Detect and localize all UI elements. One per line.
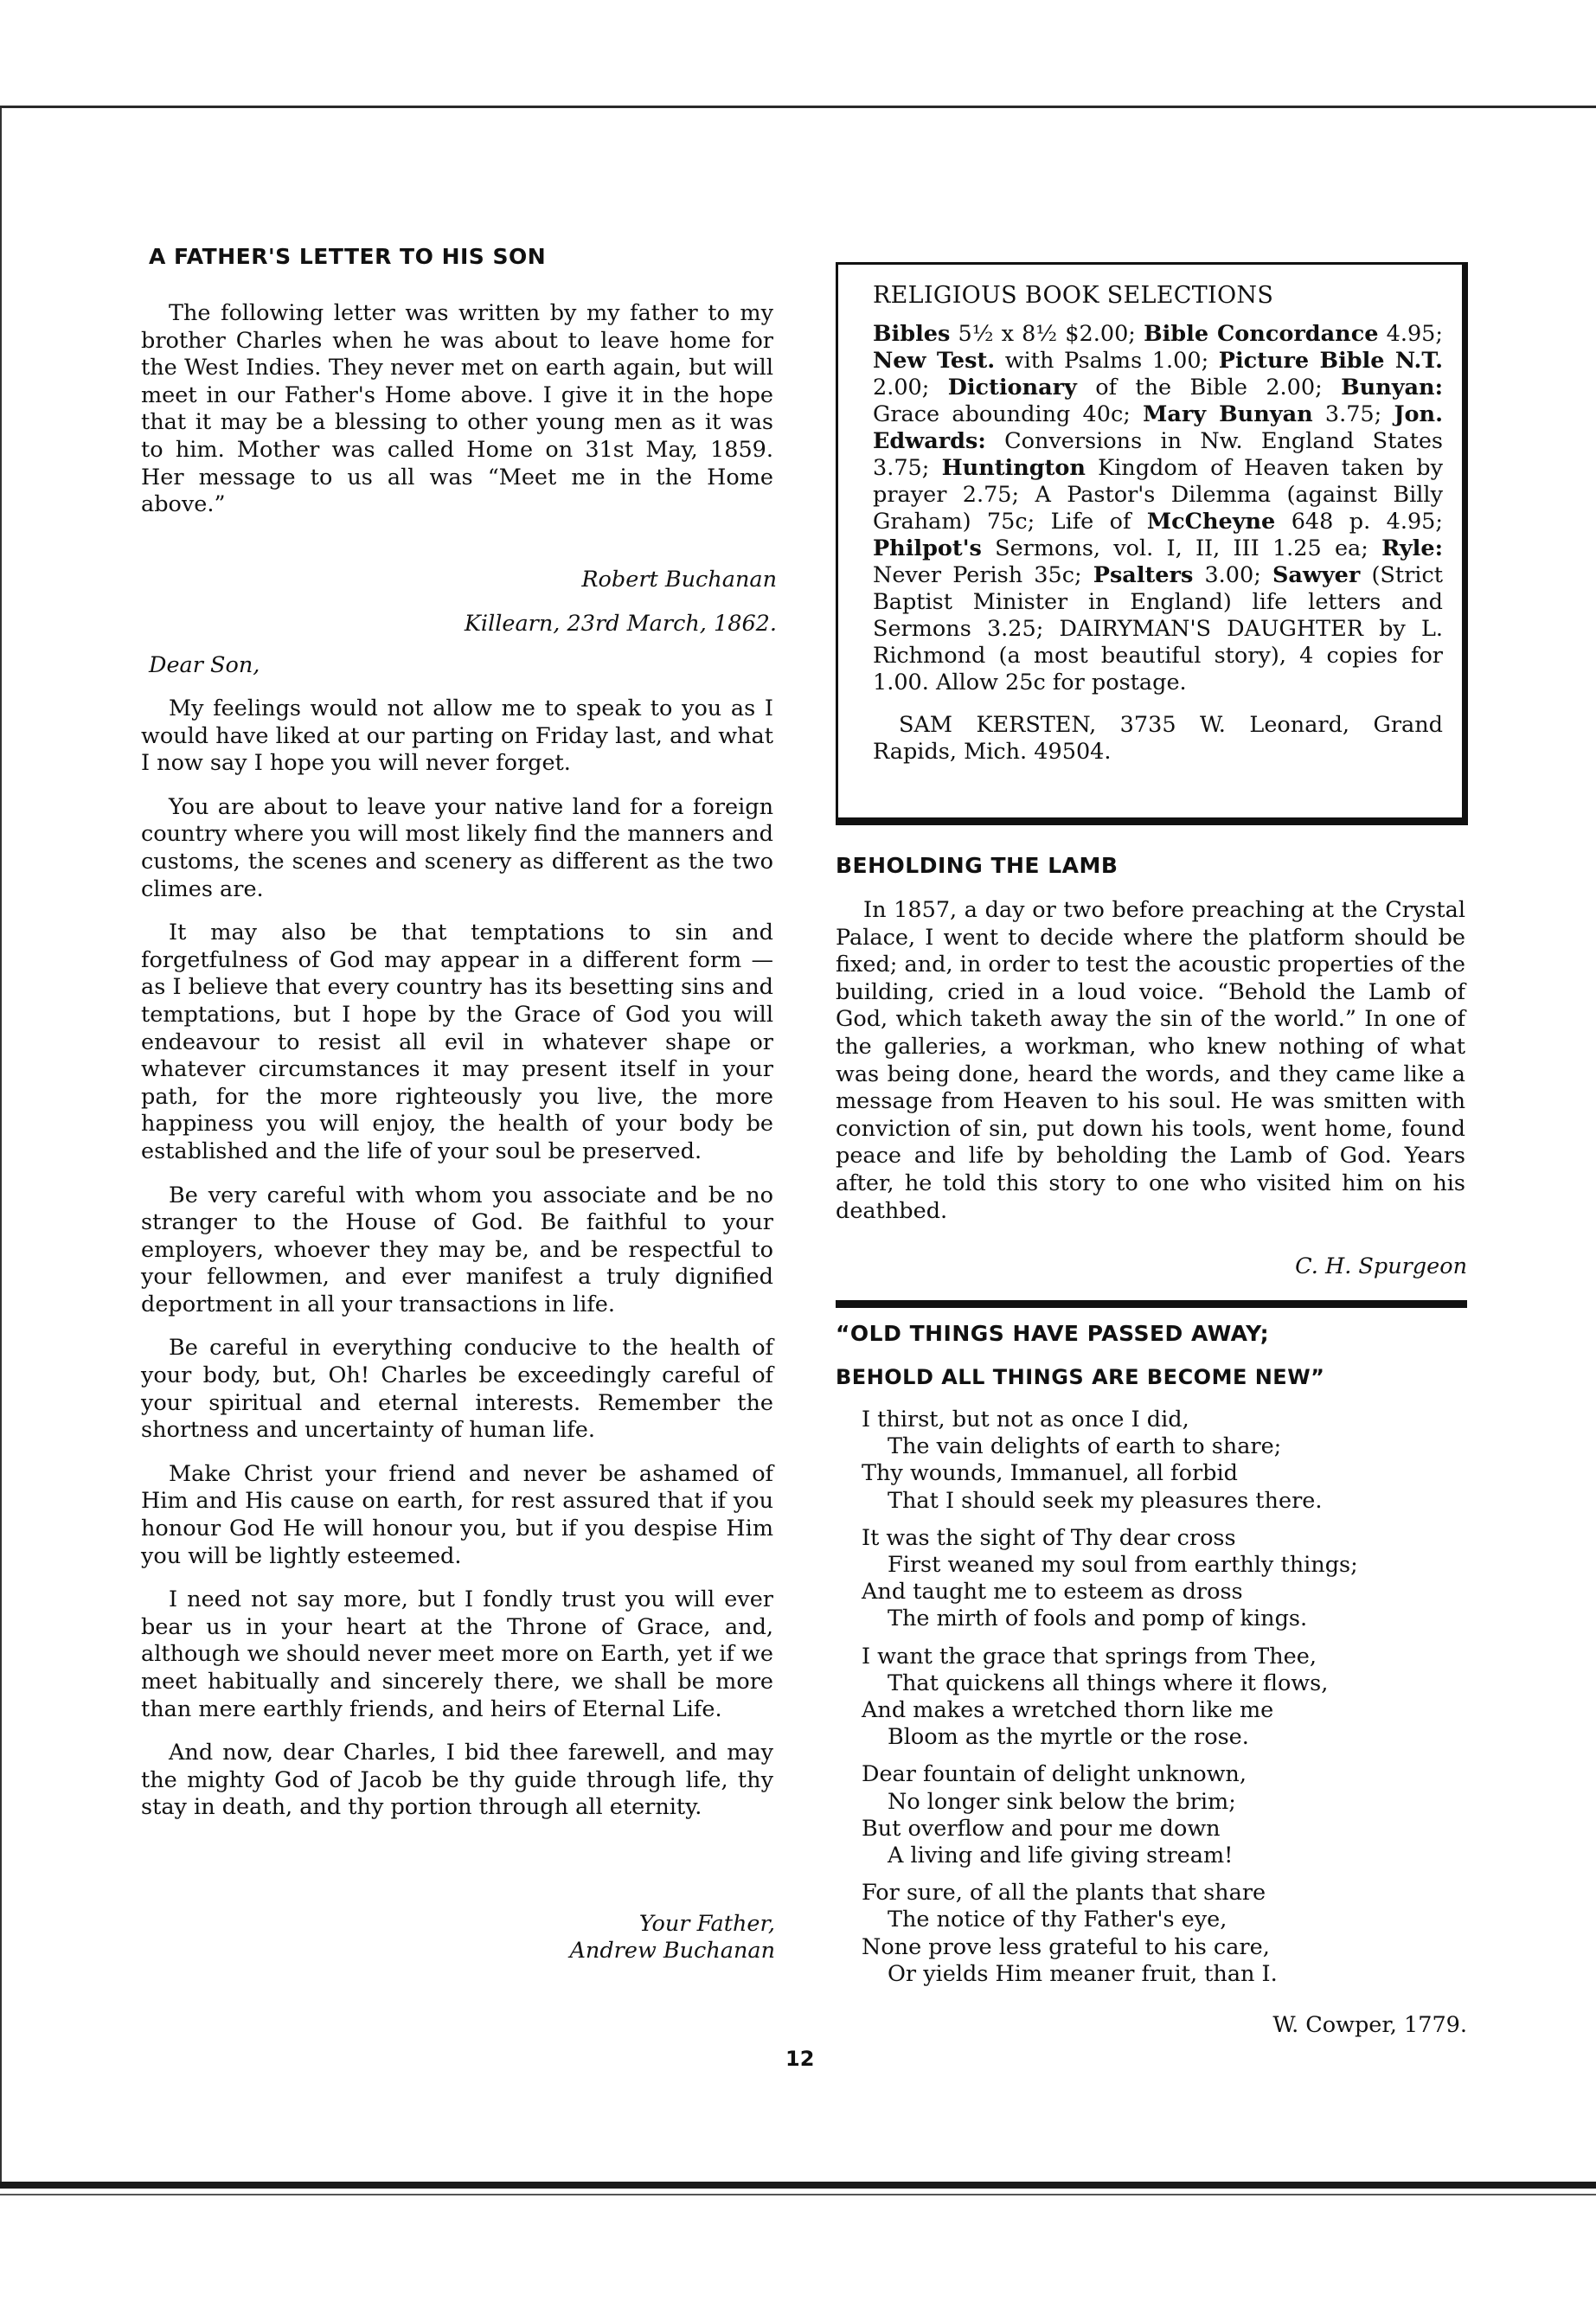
- poem-author: W. Cowper, 1779.: [1272, 2012, 1467, 2038]
- letter-paragraph: And now, dear Charles, I bid thee farewell, and may the mighty God of Jacob be thy guide through life, thy stay in death, and thy portion through all eternity.: [141, 1740, 773, 1821]
- poem-line: No longer sink below the brim;: [888, 1788, 1236, 1815]
- book-item-detail: (Strict Baptist Minister in England) life letters and Sermons 3.25; DAIRYMAN'S DAUGHTER by L. Richmond (a most beautiful story), 4 copies for 1.00. Allow 25c for postage.: [873, 562, 1443, 695]
- poem-line: I want the grace that springs from Thee,: [862, 1643, 1317, 1670]
- letter-paragraph: My feelings would not allow me to speak to you as I would have liked at our parting on Friday last, and what I now say I hope you will never forget.: [141, 695, 773, 777]
- book-item-detail: 3.00;: [1193, 562, 1272, 588]
- book-item-detail: 5½ x 8½ $2.00;: [950, 321, 1144, 347]
- book-item-name: Philpot's: [873, 535, 982, 561]
- letter-paragraph: Be very careful with whom you associate and be no stranger to the House of God. Be faithful to your employers, whoever they may be, and be respectful to your fellowmen, and ever manifest a truly dignified deportment in all your transactions in life.: [141, 1182, 773, 1317]
- book-box-shadow-bottom: [836, 820, 1468, 825]
- letter-paragraph: It may also be that temptations to sin and forgetfulness of God may appear in a different form — as I believe that every country has its besetting sins and temptations, but I hope by the Grace of God you will endeavour to resist all evil in whatever shape or whatever circumstances it may present itself in your path, for the more righteously you live, the more happiness you will enjoy, the health of your body be established and the life of your soul be preserved.: [141, 920, 773, 1164]
- letter-intro: The following letter was written by my father to my brother Charles when he was about to leave home for the West Indies. They never met on earth again, but will meet in our Father's Home above. I give it in the hope that it may be a blessing to other young men as it was to him. Mother was called Home on 31st May, 1859. Her message to us all was “Meet me in the Home above.”: [141, 300, 773, 518]
- poem-body: [862, 1407, 1467, 1998]
- book-item-name: Ryle:: [1381, 535, 1443, 561]
- poem-stanza: [862, 1761, 1467, 1869]
- poem-line: I thirst, but not as once I did,: [862, 1407, 1189, 1433]
- book-item-detail: of the Bible 2.00;: [1076, 375, 1342, 401]
- book-item-detail: Kingdom of Heaven taken by prayer 2.75; A Pastor's Dilemma (against Billy Graham) 75c; Life of: [873, 455, 1443, 535]
- section-divider: [836, 1300, 1467, 1308]
- closing-line-1: Your Father,: [638, 1911, 775, 1937]
- poem-line: For sure, of all the plants that share: [862, 1880, 1266, 1907]
- book-item-detail: 3.75;: [1312, 401, 1394, 427]
- letter-paragraph: Make Christ your friend and never be ashamed of Him and His cause on earth, for rest assured that if you honour God He will honour you, but if you despise Him you will be lightly esteemed.: [141, 1460, 773, 1569]
- lamb-heading: BEHOLDING THE LAMB: [836, 853, 1118, 878]
- book-selections-list: [873, 321, 1443, 696]
- lamb-paragraph: In 1857, a day or two before preaching at the Crystal Palace, I went to decide where the platform should be fixed; and, in order to test the acoustic properties of the building, cried in a loud voice. “Behold the Lamb of God, which taketh away the sin of the world.” In one of the galleries, a workman, who knew nothing of what was being done, heard the words, and they came like a message from Heaven to his soul. He was smitten with conviction of sin, put down his tools, went home, found peace and life by beholding the Lamb of God. Years after, he told this story to one who visited him on his deathbed.: [836, 897, 1465, 1224]
- book-item-detail: 4.95;: [1378, 321, 1443, 347]
- book-item-name: New Test.: [873, 348, 996, 374]
- book-item-name: Bibles: [873, 321, 951, 347]
- poem-line: The notice of thy Father's eye,: [888, 1907, 1227, 1933]
- lamb-author: C. H. Spurgeon: [1295, 1253, 1467, 1279]
- letter-intro-column: [141, 300, 773, 535]
- book-item-detail: Conversions in Nw. England States 3.75;: [873, 428, 1443, 481]
- letter-closing: [141, 1911, 775, 1965]
- poem-line: Or yields Him meaner fruit, than I.: [888, 1960, 1278, 1987]
- letter-paragraph: You are about to leave your native land for a foreign country where you will most likely find the manners and customs, the scenes and scenery as different as the two climes are.: [141, 793, 773, 902]
- book-item-detail: 2.00;: [873, 375, 948, 401]
- book-item-name: Sawyer: [1272, 562, 1361, 588]
- intro-signature-place: Killearn, 23rd March, 1862.: [464, 611, 777, 637]
- closing-line-2: Andrew Buchanan: [569, 1938, 775, 1964]
- book-item-detail: Sermons, vol. I, II, III 1.25 ea;: [981, 535, 1382, 561]
- poem-stanza: [862, 1525, 1467, 1633]
- book-selections-title: RELIGIOUS BOOK SELECTIONS: [873, 282, 1274, 309]
- letter-salutation: Dear Son,: [149, 652, 260, 678]
- poem-line: That I should seek my pleasures there.: [888, 1487, 1323, 1514]
- left-page-edge: [0, 108, 2, 2182]
- poem-line: The mirth of fools and pomp of kings.: [888, 1606, 1308, 1632]
- bottom-page-rule: [0, 2182, 1596, 2189]
- poem-line: None prove less grateful to his care,: [862, 1933, 1270, 1960]
- poem-line: Bloom as the myrtle or the rose.: [888, 1724, 1249, 1751]
- poem-line: But overflow and pour me down: [862, 1815, 1221, 1842]
- book-item-name: Mary Bunyan: [1143, 401, 1313, 427]
- book-item-name: Bible Concordance: [1144, 321, 1379, 347]
- poem-heading-line-1: “OLD THINGS HAVE PASSED AWAY;: [836, 1321, 1270, 1346]
- book-item-detail: 648 p. 4.95;: [1275, 509, 1443, 535]
- letter-paragraph: I need not say more, but I fondly trust you will ever bear us in your heart at the Throne of Grace, and, although we should never meet more on Earth, yet if we meet habitually and sincerely there, we shall be more than mere earthly friends, and heirs of Eternal Life.: [141, 1586, 773, 1722]
- letter-paragraph: Be careful in everything conducive to the health of your body, but, Oh! Charles be exceedingly careful of your spiritual and eternal interests. Remember the shortness and uncertainty of human life.: [141, 1335, 773, 1444]
- book-item-name: Jon. Edwards:: [873, 401, 1443, 454]
- intro-signature-name: Robert Buchanan: [581, 567, 777, 593]
- poem-stanza: [862, 1644, 1467, 1752]
- poem-line: A living and life giving stream!: [888, 1843, 1234, 1869]
- book-item-name: Bunyan:: [1341, 375, 1443, 401]
- book-item-name: Picture Bible N.T.: [1218, 348, 1443, 374]
- book-item-name: Huntington: [941, 455, 1086, 481]
- poem-line: The vain delights of earth to share;: [888, 1433, 1282, 1460]
- poem-line: And taught me to esteem as dross: [862, 1579, 1243, 1606]
- poem-line: That quickens all things where it flows,: [888, 1670, 1329, 1696]
- book-item-name: McCheyne: [1146, 509, 1276, 535]
- book-item-detail: Never Perish 35c;: [873, 562, 1093, 588]
- lamb-body: [836, 897, 1465, 1241]
- book-selections-box: [836, 262, 1465, 820]
- book-item-name: Psalters: [1093, 562, 1194, 588]
- poem-line: First weaned my soul from earthly things;: [888, 1552, 1358, 1579]
- poem-line: Thy wounds, Immanuel, all forbid: [862, 1460, 1238, 1487]
- book-item-name: Dictionary: [947, 375, 1077, 401]
- book-item-detail: with Psalms 1.00;: [995, 348, 1219, 374]
- top-page-rule: [0, 106, 1596, 108]
- poem-line: It was the sight of Thy dear cross: [862, 1524, 1236, 1551]
- poem-heading-line-2: BEHOLD ALL THINGS ARE BECOME NEW”: [836, 1365, 1325, 1389]
- poem-stanza: [862, 1407, 1467, 1515]
- bottom-page-rule-thin: [0, 2194, 1596, 2195]
- book-item-detail: Grace abounding 40c;: [873, 401, 1144, 427]
- poem-stanza: [862, 1880, 1467, 1988]
- letter-heading: A FATHER'S LETTER TO HIS SON: [149, 244, 547, 269]
- book-seller-contact: SAM KERSTEN, 3735 W. Leonard, Grand Rapids, Mich. 49504.: [873, 712, 1443, 765]
- poem-line: Dear fountain of delight unknown,: [862, 1761, 1247, 1788]
- letter-body: [141, 695, 773, 1838]
- poem-line: And makes a wretched thorn like me: [862, 1697, 1274, 1724]
- page-number: 12: [785, 2047, 815, 2071]
